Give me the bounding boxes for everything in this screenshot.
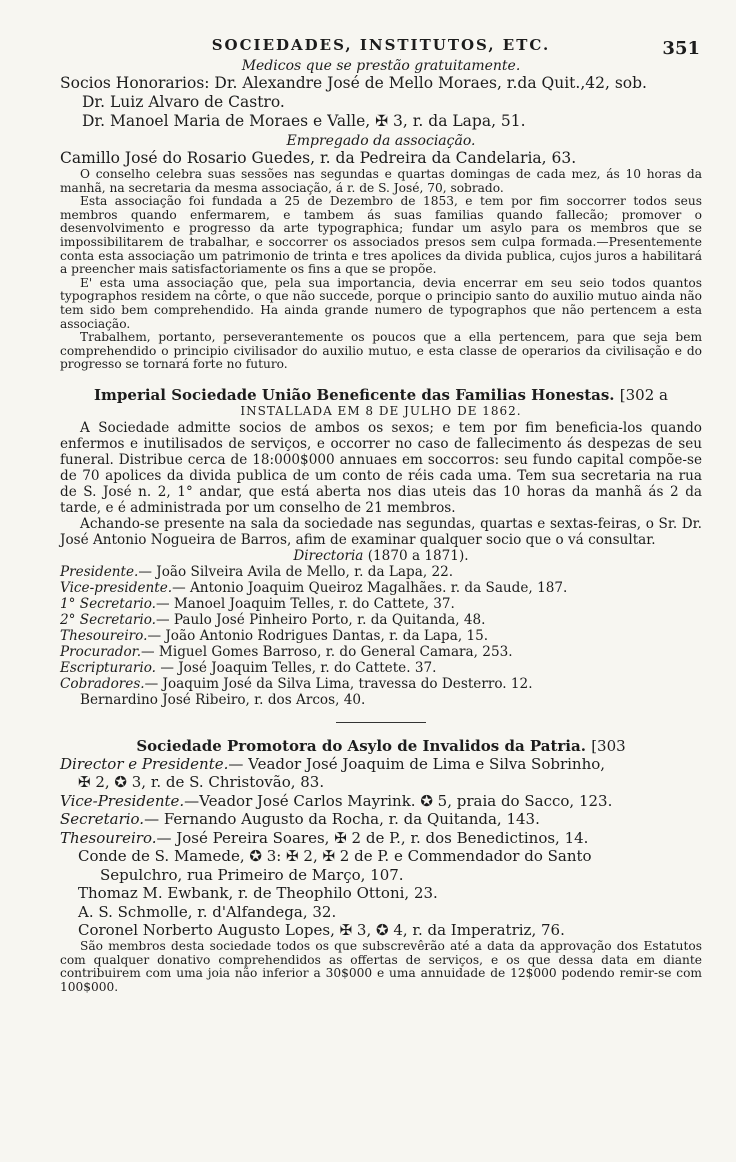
officer-row: [60, 564, 702, 580]
officer-role: Secretario.: [60, 810, 145, 829]
officer-row: [60, 644, 702, 660]
officer-row: [60, 628, 702, 644]
member-line: Conde de S. Mamede, ✪ 3: ✠ 2, ✠ 2 de P. e Commendador do Santo: [78, 847, 592, 866]
officer-row: [60, 580, 702, 596]
paragraph: Esta associação foi fundada a 25 de Dezembro de 1853, e tem por fim soccorrer todos seus membros quando enfermarem, e tambem ás suas familias quando fallecão; promover o desenvolvimento e progresso da arte typographica; fundar um asylo para os membros que se impossibilitarem de trabalhar, e soccorrer os associados presos sem culpa formada.—Presentemente conta esta associação um patrimonio de trinta e tres apolices da divida publica, cujos juros a habilitará a preencher mais satisfactoriamente os fins a que se propõe.: [60, 194, 702, 277]
officer-text: — Veador José Joaquim de Lima e Silva Sobrinho,: [228, 754, 606, 773]
officer-row: [60, 829, 702, 848]
member-line: Sepulchro, rua Primeiro de Março, 107.: [100, 865, 404, 884]
honorary-member-line: Dr. Manoel Maria de Moraes e Valle, ✠ 3, r. da Lapa, 51.: [82, 112, 526, 130]
paragraph: O conselho celebra suas sessões nas segundas e quartas domingas de cada mez, ás 10 horas da manhã, na secretaria da mesma associação, á r. de S. José, 70, sobrado.: [60, 167, 702, 195]
officer-extra: Bernardino José Ribeiro, r. dos Arcos, 40.: [80, 691, 366, 708]
paragraph: Achando-se presente na sala da sociedade nas segundas, quartas e sextas-feiras, o Sr. Dr. José Antonio Nogueira de Barros, afim de examinar qualquer socio que o vá consultar.: [60, 515, 702, 548]
section-title-text: Imperial Sociedade União Beneficente das Familias Honestas.: [94, 385, 615, 404]
officer-row: [60, 810, 702, 829]
officer-role: 2° Secretario.: [60, 611, 156, 628]
paragraph: E' esta uma associação que, pela sua importancia, devia encerrar em seu seio todos quantos typographos residem na côrte, o que não succede, porque o principio santo do auxilio mutuo ainda não tem sido bem comprehendido. Ha ainda grande numero de typographos que não pertencem a esta associação.: [60, 275, 702, 331]
officer-role: Thesoureiro.: [60, 828, 157, 847]
officer-row: [60, 596, 702, 612]
officer-role: Procurador.: [60, 643, 142, 660]
member-line: A. S. Schmolle, r. d'Alfandega, 32.: [78, 902, 337, 921]
officer-role: 1° Secretario.: [60, 595, 156, 612]
officer-text: — Fernando Augusto da Rocha, r. da Quitanda, 143.: [144, 810, 540, 829]
officer-role: Escripturario.: [60, 659, 156, 676]
directory-label: Directoria: [293, 547, 364, 564]
employee-heading: Empregado da associação.: [286, 133, 476, 149]
officer-role: Thesoureiro.: [60, 627, 148, 644]
officer-role: Vice-Presidente.: [60, 791, 185, 810]
section-title: [60, 737, 702, 755]
officer-role: Vice-presidente.: [60, 579, 173, 596]
directory-years: (1870 a 1871).: [367, 547, 469, 564]
section-code: [303: [591, 736, 626, 755]
honorary-members-line: Socios Honorarios: Dr. Alexandre José de Mello Moraes, r.da Quit.,42, sob.: [60, 74, 647, 92]
running-title: SOCIEDADES, INSTITUTOS, ETC.: [211, 36, 551, 54]
honorary-member-line: Dr. Luiz Alvaro de Castro.: [82, 93, 285, 111]
paragraph: A Sociedade admitte socios de ambos os sexos; e tem por fim beneficia-los quando enfermos e inutilisados de serviços, e occorrer no caso de fallecimento ás despezas de seu funeral. Distribue cerca de 18:000$000 annuaes em soccorros: seu fundo capital compõe-se de 70 apolices da divida publica de um conto de réis cada uma. Tem sua secretaria na rua de S. José n. 2, 1° andar, que está aberta nos dias uteis das 10 horas da manhã ás 2 da tarde, e é administrada por um conselho de 21 membros.: [60, 419, 702, 516]
closing-paragraph: São membros desta sociedade todos os que subscrevêrão até a data da approvação dos Estatutos com qualquer donativo comprehendidos as offertas de serviços, e os que dessa data em diante contribuirem com uma joia não inferior a 30$000 e uma annuidade de 12$000 podendo remir-se com 100$000.: [60, 938, 702, 994]
officer-row: [60, 612, 702, 628]
section-title: [60, 386, 702, 404]
officer-text: — Manoel Joaquim Telles, r. do Cattete, 37.: [155, 595, 455, 612]
officer-text: — José Pereira Soares, ✠ 2 de P., r. dos Benedictinos, 14.: [156, 828, 589, 847]
officer-text: — Paulo José Pinheiro Porto, r. da Quitanda, 48.: [155, 611, 486, 628]
installed-date: INSTALLADA EM 8 DE JULHO DE 1862.: [240, 403, 522, 418]
officer-text: ✠ 2, ✪ 3, r. de S. Christovão, 83.: [78, 773, 325, 792]
officer-row: [60, 660, 702, 676]
directory-heading: [60, 548, 702, 564]
doctors-subtitle: Medicos que se prestão gratuitamente.: [241, 58, 521, 74]
employee-line: Camillo José do Rosario Guedes, r. da Pedreira da Candelaria, 63.: [60, 149, 577, 167]
section-code: [302 a: [619, 385, 668, 404]
officer-row: [60, 755, 702, 774]
member-line: Thomaz M. Ewbank, r. de Theophilo Ottoni, 23.: [78, 884, 438, 903]
paragraph: Trabalhem, portanto, perseverantemente os poucos que a ella pertencem, para que seja bem comprehendido o principio civilisador do auxilio mutuo, e esta classe de operarios da civilisação e do progresso se tornará forte no futuro.: [60, 330, 702, 372]
officer-text: —Veador José Carlos Mayrink. ✪ 5, praia do Sacco, 123.: [184, 791, 613, 810]
section-divider: [336, 722, 426, 723]
officer-text: — João Silveira Avila de Mello, r. da Lapa, 22.: [138, 563, 454, 580]
officer-text: — João Antonio Rodrigues Dantas, r. da Lapa, 15.: [147, 627, 489, 644]
officer-row: [60, 773, 702, 792]
officer-text: — José Joaquim Telles, r. do Cattete. 37.: [156, 659, 437, 676]
officer-text: — Joaquim José da Silva Lima, travessa do Desterro. 12.: [144, 675, 533, 692]
member-line: Coronel Norberto Augusto Lopes, ✠ 3, ✪ 4, r. da Imperatriz, 76.: [78, 921, 565, 940]
officer-role: Cobradores.: [60, 675, 145, 692]
officer-role: Director e Presidente.: [60, 754, 229, 773]
officer-role: Presidente.: [60, 563, 139, 580]
officer-row: [60, 676, 702, 692]
officer-text: — Antonio Joaquim Queiroz Magalhães. r. da Saude, 187.: [172, 579, 568, 596]
page-number: 351: [662, 38, 700, 59]
officer-row: [60, 792, 702, 811]
section-title-text: Sociedade Promotora do Asylo de Invalidos da Patria.: [136, 736, 586, 755]
officer-text: — Miguel Gomes Barroso, r. do General Camara, 253.: [141, 643, 513, 660]
